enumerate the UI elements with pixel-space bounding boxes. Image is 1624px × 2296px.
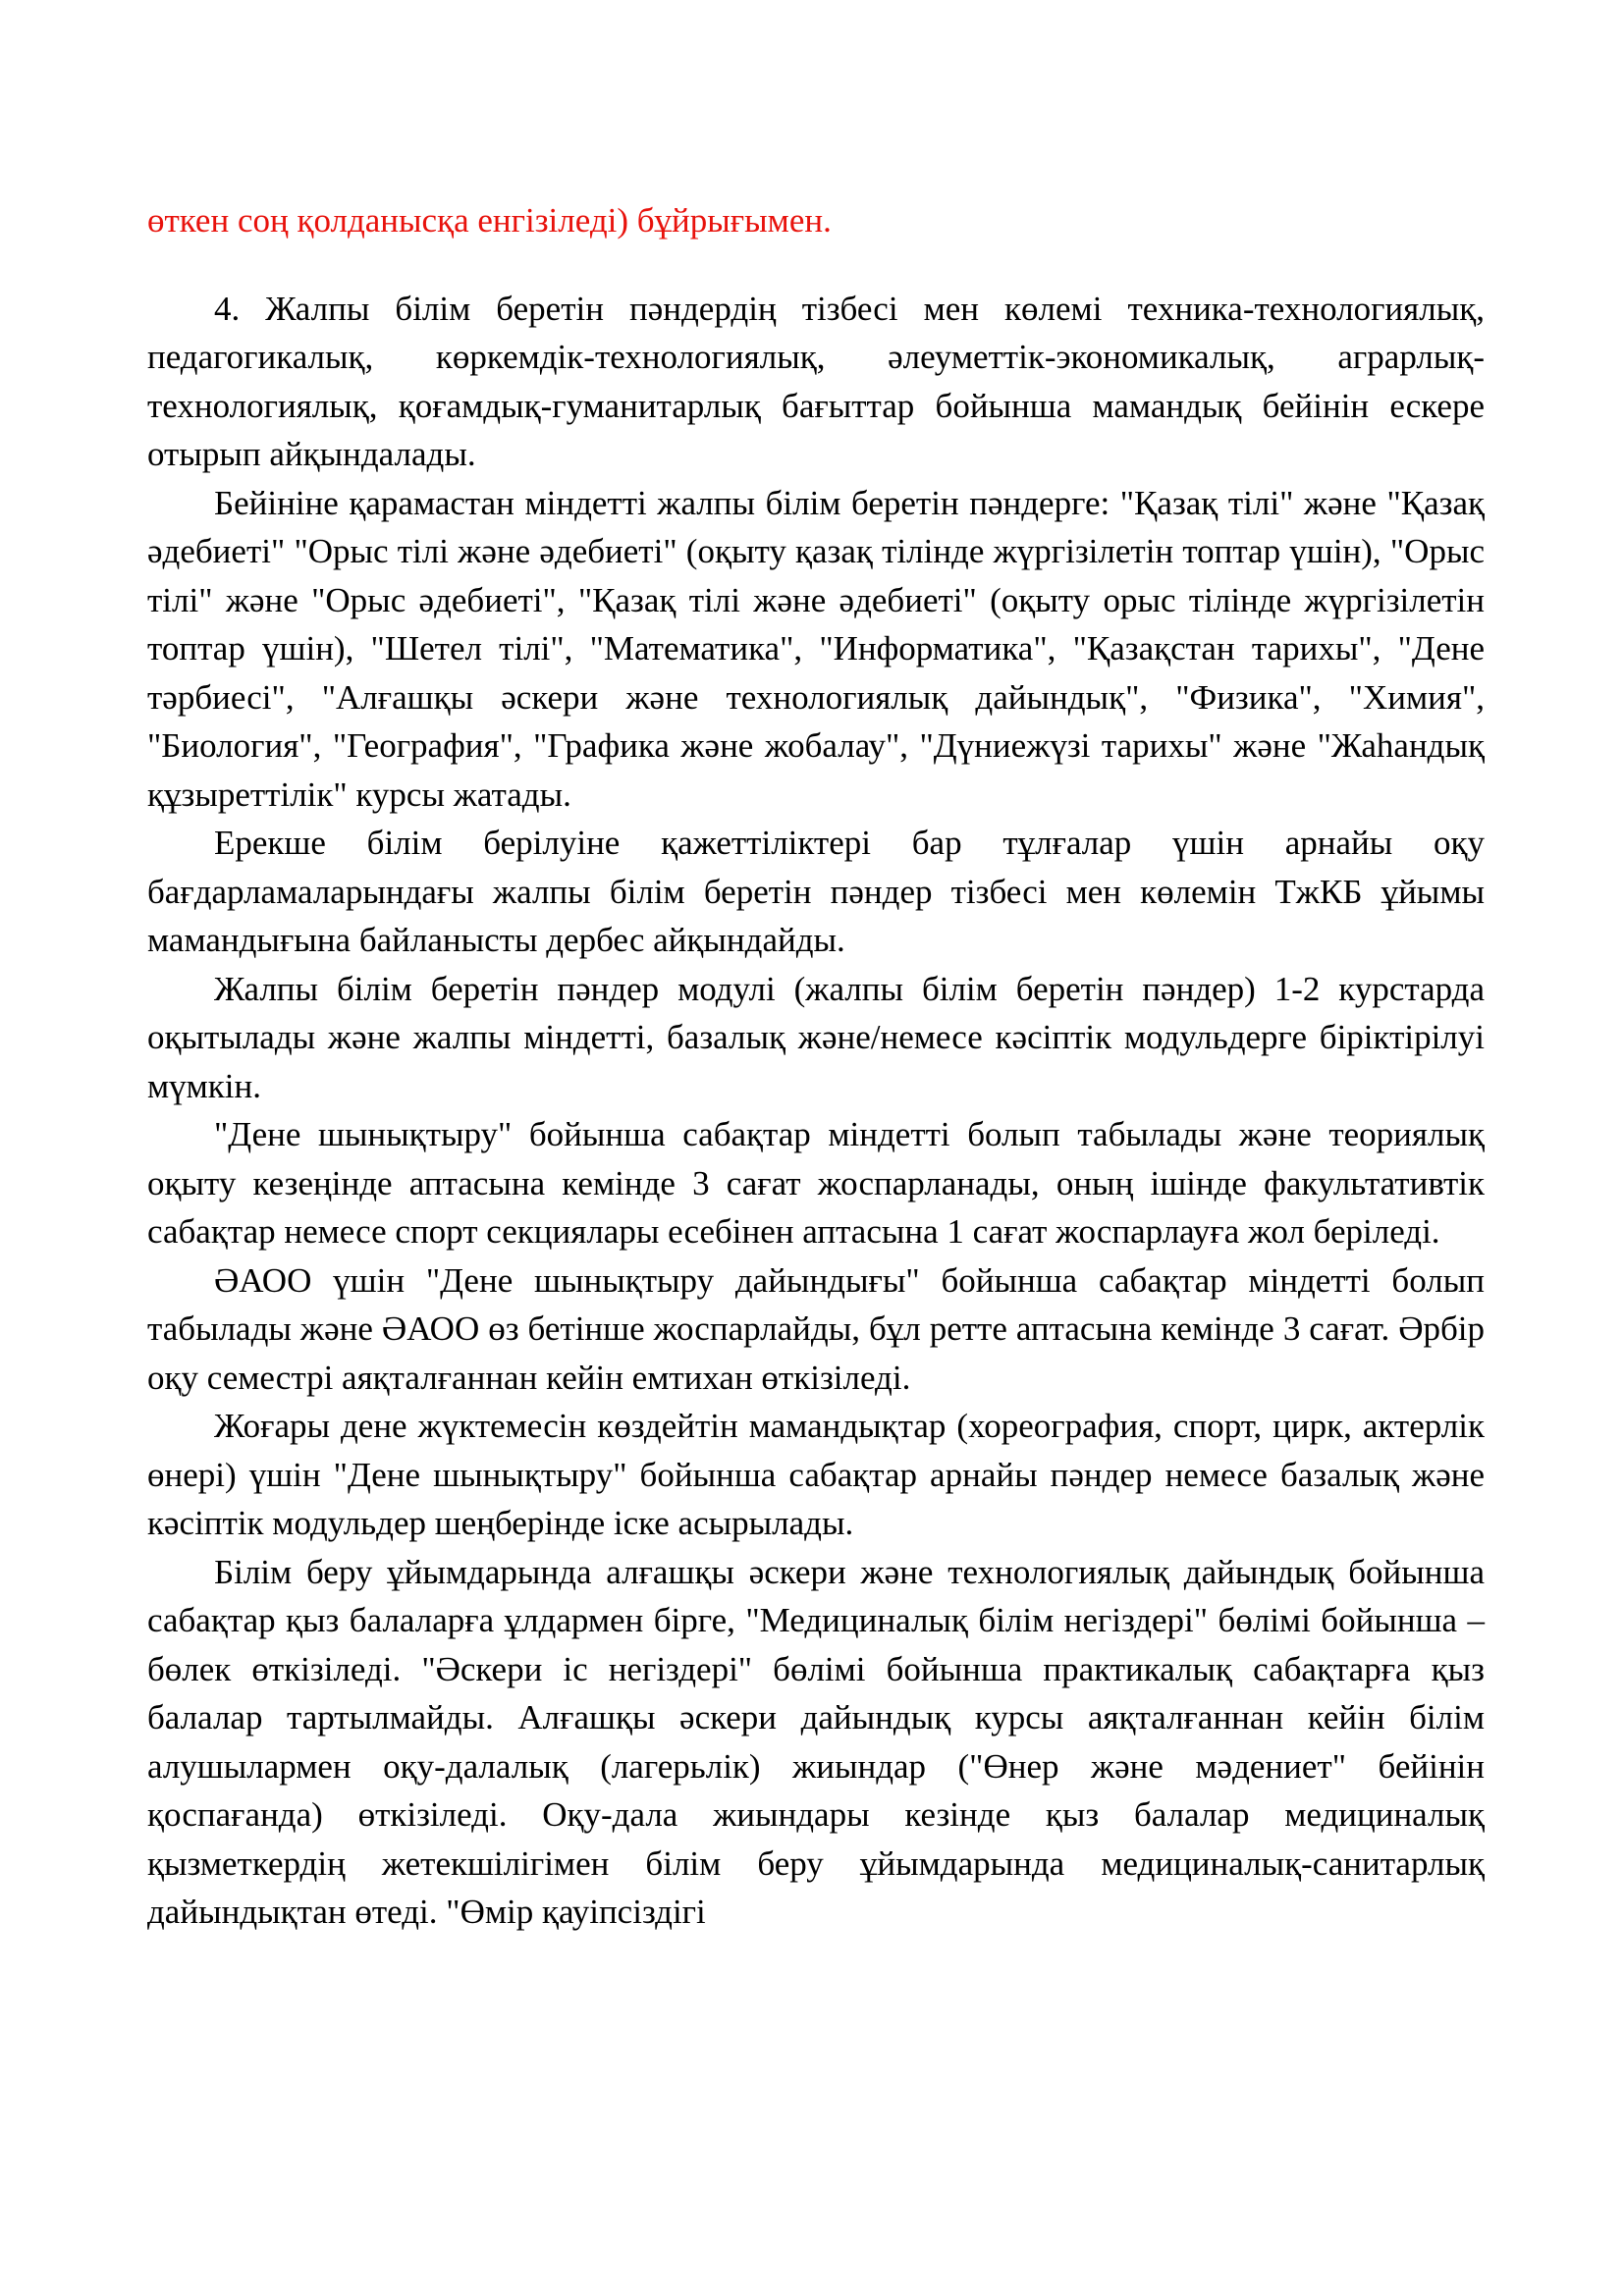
paragraph-special-needs: Ерекше білім берілуіне қажеттіліктері бар тұлғалар үшін арнайы оқу бағдарламаларындағы жалпы білім беретін пәндер тізбесі мен көлемін ТжКБ ұйымы мамандығына байланысты дербес айқындайды. bbox=[147, 824, 1485, 959]
paragraph-physical-education: "Дене шынықтыру" бойынша сабақтар міндетті болып табылады және теориялық оқыту кезеңінде аптасына кемінде 3 сағат жоспарланады, оның ішінде факультативтік сабақтар немесе спорт секциялары есебінен аптасына 1 сағат жоспарлауға жол беріледі. bbox=[147, 1115, 1485, 1251]
paragraph-military-training: Білім беру ұйымдарында алғашқы әскери және технологиялық дайындық бойынша сабақтар қыз балаларға ұлдармен бірге, "Медициналық білім негіздері" бөлімі бойынша – бөлек өткізіледі. "Әскери іс негіздері" бөлімі бойынша практикалық сабақтарға қыз балалар тартылмайды. Алғашқы әскери дайындық курсы аяқталғаннан кейін білім алушылармен оқу-далалық (лагерьлік) жиындар ("Өнер және мәдениет" бейінін қоспағанда) өткізіледі. Оқу-дала жиындары кезінде қыз балалар медициналық қызметкердің жетекшілігімен білім беру ұйымдарында медициналық-санитарлық дайындықтан өтеді. "Өмір қауіпсіздігі bbox=[147, 1552, 1485, 1931]
document-body bbox=[147, 196, 1485, 1937]
paragraph-general-module: Жалпы білім беретін пәндер модулі (жалпы білім беретін пәндер) 1-2 курстарда оқытылады және жалпы міндетті, базалық және/немесе кәсіптік модульдерге біріктірілуі мүмкін. bbox=[147, 969, 1485, 1105]
paragraph-military-institutions: ӘАОО үшін "Дене шынықтыру дайындығы" бойынша сабақтар міндетті болып табылады және ӘАОО өз бетінше жоспарлайды, бұл ретте аптасына кемінде 3 сағат. Әрбір оқу семестрі аяқталғаннан кейін емтихан өткізіледі. bbox=[147, 1260, 1485, 1397]
amendment-note: өткен соң қолданысқа енгізіледі) бұйрығымен. bbox=[147, 201, 832, 240]
paragraph-mandatory-subjects: Бейініне қарамастан міндетті жалпы білім беретін пәндерге: "Қазақ тілі" және "Қазақ әдебиеті" "Орыс тілі және әдебиеті" (оқыту қазақ тілінде жүргізілетін топтар үшін), "Орыс тілі" және "Орыс әдебиеті", "Қазақ тілі және әдебиеті" (оқыту орыс тілінде жүргізілетін топтар үшін), "Шетел тілі", "Математика", "Информатика", "Қазақстан тарихы", "Дене тәрбиесі", "Алғашқы әскери және технологиялық дайындық", "Физика", "Химия", "Биология", "География", "Графика және жобалау", "Дүниежүзі тарихы" және "Жаһандық құзыреттілік" курсы жатады. bbox=[147, 483, 1485, 814]
paragraph-4: 4. Жалпы білім беретін пәндердің тізбесі мен көлемі техника-технологиялық, педагогикалық, көркемдік-технологиялық, әлеуметтік-экономикалық, аграрлық-технологиялық, қоғамдық-гуманитарлық бағыттар бойынша мамандық бейінін ескере отырып айқындалады. bbox=[147, 289, 1485, 473]
paragraph-high-physical-load: Жоғары дене жүктемесін көздейтін мамандықтар (хореография, спорт, цирк, актерлік өнері) үшін "Дене шынықтыру" бойынша сабақтар арнайы пәндер немесе базалық және кәсіптік модульдер шеңберінде іске асырылады. bbox=[147, 1407, 1485, 1542]
